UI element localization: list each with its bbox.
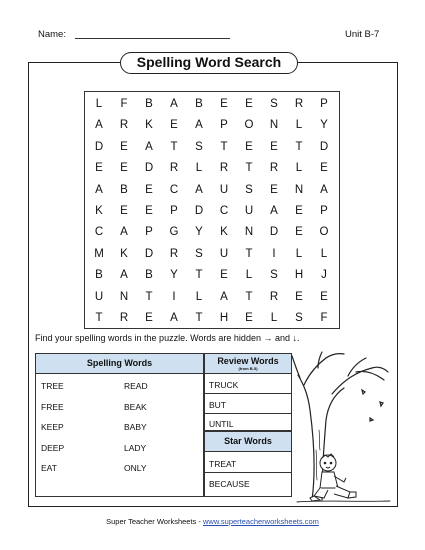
- grid-letter[interactable]: I: [172, 290, 176, 303]
- grid-letter[interactable]: R: [169, 162, 179, 175]
- grid-letter[interactable]: E: [270, 183, 278, 196]
- grid-letter[interactable]: R: [169, 247, 179, 260]
- row-divider: [205, 472, 291, 473]
- grid-letter[interactable]: F: [320, 312, 328, 324]
- grid-letter[interactable]: B: [145, 98, 153, 110]
- grid-letter[interactable]: T: [245, 162, 253, 175]
- grid-letter[interactable]: A: [220, 290, 228, 303]
- grid-letter[interactable]: R: [269, 290, 279, 303]
- word-item: BUT: [209, 399, 226, 410]
- grid-letter[interactable]: A: [270, 205, 278, 217]
- grid-letter[interactable]: U: [219, 247, 229, 260]
- grid-letter[interactable]: P: [320, 205, 328, 217]
- grid-letter[interactable]: P: [220, 119, 228, 132]
- grid-letter[interactable]: O: [319, 226, 329, 239]
- grid-letter[interactable]: I: [272, 247, 276, 260]
- grid-letter[interactable]: B: [120, 183, 128, 196]
- grid-letter[interactable]: U: [94, 290, 104, 303]
- grid-letter[interactable]: R: [219, 162, 229, 175]
- grid-letter[interactable]: Y: [195, 226, 203, 239]
- grid-letter[interactable]: E: [120, 140, 128, 153]
- grid-letter[interactable]: S: [270, 98, 278, 110]
- review-words-subtitle: (from B-5): [238, 366, 258, 371]
- grid-letter[interactable]: L: [195, 162, 203, 175]
- grid-letter[interactable]: D: [194, 205, 204, 217]
- grid-letter[interactable]: S: [195, 140, 203, 153]
- grid-letter[interactable]: E: [95, 162, 103, 175]
- spelling-words-header: Spelling Words: [36, 354, 203, 374]
- grid-letter[interactable]: T: [245, 290, 253, 303]
- grid-letter[interactable]: R: [119, 312, 129, 324]
- grid-letter[interactable]: E: [295, 205, 303, 217]
- grid-letter[interactable]: N: [119, 290, 129, 303]
- name-field[interactable]: [75, 38, 230, 39]
- grid-letter[interactable]: K: [145, 119, 153, 132]
- grid-letter[interactable]: N: [269, 119, 279, 132]
- grid-letter[interactable]: R: [269, 162, 279, 175]
- grid-letter[interactable]: E: [295, 290, 303, 303]
- grid-letter[interactable]: H: [219, 312, 229, 324]
- grid-letter[interactable]: B: [95, 269, 103, 282]
- grid-letter[interactable]: T: [95, 312, 103, 324]
- grid-letter[interactable]: A: [145, 140, 153, 153]
- worksheet-title: Spelling Word Search: [120, 52, 298, 74]
- grid-letter[interactable]: T: [170, 140, 178, 153]
- grid-letter[interactable]: J: [321, 269, 327, 282]
- grid-letter[interactable]: A: [195, 183, 203, 196]
- grid-letter[interactable]: R: [294, 98, 304, 110]
- grid-letter[interactable]: T: [145, 290, 153, 303]
- grid-letter[interactable]: L: [245, 269, 253, 282]
- word-item: EAT: [41, 463, 57, 474]
- grid-letter[interactable]: K: [120, 247, 128, 260]
- word-item: TRUCK: [209, 380, 239, 390]
- grid-letter[interactable]: L: [295, 247, 303, 260]
- grid-letter[interactable]: L: [320, 247, 328, 260]
- grid-letter[interactable]: S: [295, 312, 303, 324]
- grid-letter[interactable]: A: [95, 119, 103, 132]
- grid-letter[interactable]: E: [245, 140, 253, 153]
- word-item: BEAK: [124, 401, 147, 412]
- grid-letter[interactable]: A: [170, 312, 178, 324]
- review-words-title: Review Words: [217, 356, 279, 366]
- footer-text: Super Teacher Worksheets -: [106, 517, 203, 526]
- grid-letter[interactable]: E: [120, 162, 128, 175]
- grid-letter[interactable]: L: [195, 290, 203, 303]
- grid-letter[interactable]: H: [294, 269, 304, 282]
- grid-letter[interactable]: B: [195, 98, 203, 110]
- grid-letter[interactable]: B: [145, 269, 153, 282]
- grid-letter[interactable]: E: [145, 183, 153, 196]
- grid-letter[interactable]: L: [95, 98, 103, 110]
- word-item: UNTIL: [209, 419, 234, 429]
- word-search-grid: [84, 91, 340, 329]
- grid-letter[interactable]: G: [169, 226, 179, 239]
- star-words-header: Star Words: [205, 432, 291, 452]
- review-words-header: [205, 354, 291, 374]
- grid-letter[interactable]: A: [120, 269, 128, 282]
- grid-letter[interactable]: D: [144, 247, 154, 260]
- footer: [0, 517, 425, 526]
- grid-letter[interactable]: L: [295, 162, 303, 175]
- grid-letter[interactable]: L: [295, 119, 303, 132]
- name-label: Name:: [38, 29, 66, 40]
- tree-boy-illustration: [292, 350, 392, 510]
- grid-letter[interactable]: E: [220, 98, 228, 110]
- grid-letter[interactable]: T: [195, 312, 203, 324]
- grid-letter[interactable]: U: [244, 205, 254, 217]
- grid-letter[interactable]: K: [95, 205, 103, 217]
- grid-letter[interactable]: D: [144, 162, 154, 175]
- grid-letter[interactable]: K: [220, 226, 228, 239]
- word-item: DEEP: [41, 442, 65, 453]
- grid-letter[interactable]: A: [320, 183, 328, 196]
- grid-letter[interactable]: A: [170, 98, 178, 110]
- word-item: TREAT: [209, 459, 237, 469]
- grid-letter[interactable]: E: [120, 205, 128, 217]
- grid-letter[interactable]: A: [195, 119, 203, 132]
- grid-letter[interactable]: O: [244, 119, 254, 132]
- grid-letter[interactable]: D: [269, 226, 279, 239]
- grid-letter[interactable]: P: [320, 98, 328, 110]
- grid-letter[interactable]: T: [220, 140, 228, 153]
- word-item: BECAUSE: [209, 478, 250, 489]
- grid-letter[interactable]: E: [270, 140, 278, 153]
- unit-label: Unit B-7: [345, 29, 380, 40]
- grid-letter[interactable]: D: [319, 140, 329, 153]
- review-words-table: [204, 353, 292, 431]
- grid-letter[interactable]: N: [244, 226, 254, 239]
- grid-letter[interactable]: E: [145, 205, 153, 217]
- row-divider: [205, 413, 291, 414]
- grid-letter[interactable]: M: [94, 247, 104, 260]
- word-item: READ: [124, 381, 148, 391]
- grid-letter[interactable]: S: [195, 247, 203, 260]
- grid-letter[interactable]: E: [320, 290, 328, 303]
- grid-letter[interactable]: E: [145, 312, 153, 324]
- instructions: Find your spelling words in the puzzle. Words are hidden → and ↓.: [35, 333, 300, 343]
- grid-letter[interactable]: E: [245, 312, 253, 324]
- grid-letter[interactable]: E: [170, 119, 178, 132]
- footer-link[interactable]: www.superteacherworksheets.com: [202, 517, 319, 526]
- spelling-words-table: [35, 353, 204, 497]
- grid-letter[interactable]: A: [95, 183, 103, 196]
- grid-letter[interactable]: S: [270, 269, 278, 282]
- grid-letter[interactable]: D: [94, 140, 104, 153]
- grid-letter[interactable]: T: [295, 140, 303, 153]
- grid-letter[interactable]: A: [120, 226, 128, 239]
- grid-letter[interactable]: T: [245, 247, 253, 260]
- grid-letter[interactable]: S: [245, 183, 253, 196]
- grid-letter[interactable]: Y: [170, 269, 178, 282]
- word-item: FREE: [41, 401, 64, 412]
- grid-letter[interactable]: C: [169, 183, 179, 196]
- grid-letter[interactable]: C: [94, 226, 104, 239]
- grid-letter[interactable]: E: [220, 269, 228, 282]
- row-divider: [205, 393, 291, 394]
- word-item: ONLY: [124, 463, 147, 474]
- star-words-table: [204, 431, 292, 497]
- grid-letter[interactable]: Y: [320, 119, 328, 132]
- grid-letter[interactable]: E: [320, 162, 328, 175]
- grid-letter[interactable]: R: [119, 119, 129, 132]
- grid-letter[interactable]: E: [245, 98, 253, 110]
- grid-letter[interactable]: U: [219, 183, 229, 196]
- grid-letter[interactable]: F: [120, 98, 128, 110]
- word-item: KEEP: [41, 422, 64, 433]
- grid-letter[interactable]: L: [270, 312, 278, 324]
- grid-letter[interactable]: P: [170, 205, 178, 217]
- grid-letter[interactable]: N: [294, 183, 304, 196]
- grid-letter[interactable]: E: [295, 226, 303, 239]
- word-item: TREE: [41, 381, 64, 391]
- word-item: LADY: [124, 442, 147, 453]
- grid-letter[interactable]: C: [219, 205, 229, 217]
- grid-letter[interactable]: P: [145, 226, 153, 239]
- word-item: BABY: [124, 422, 147, 433]
- grid-letter[interactable]: T: [195, 269, 203, 282]
